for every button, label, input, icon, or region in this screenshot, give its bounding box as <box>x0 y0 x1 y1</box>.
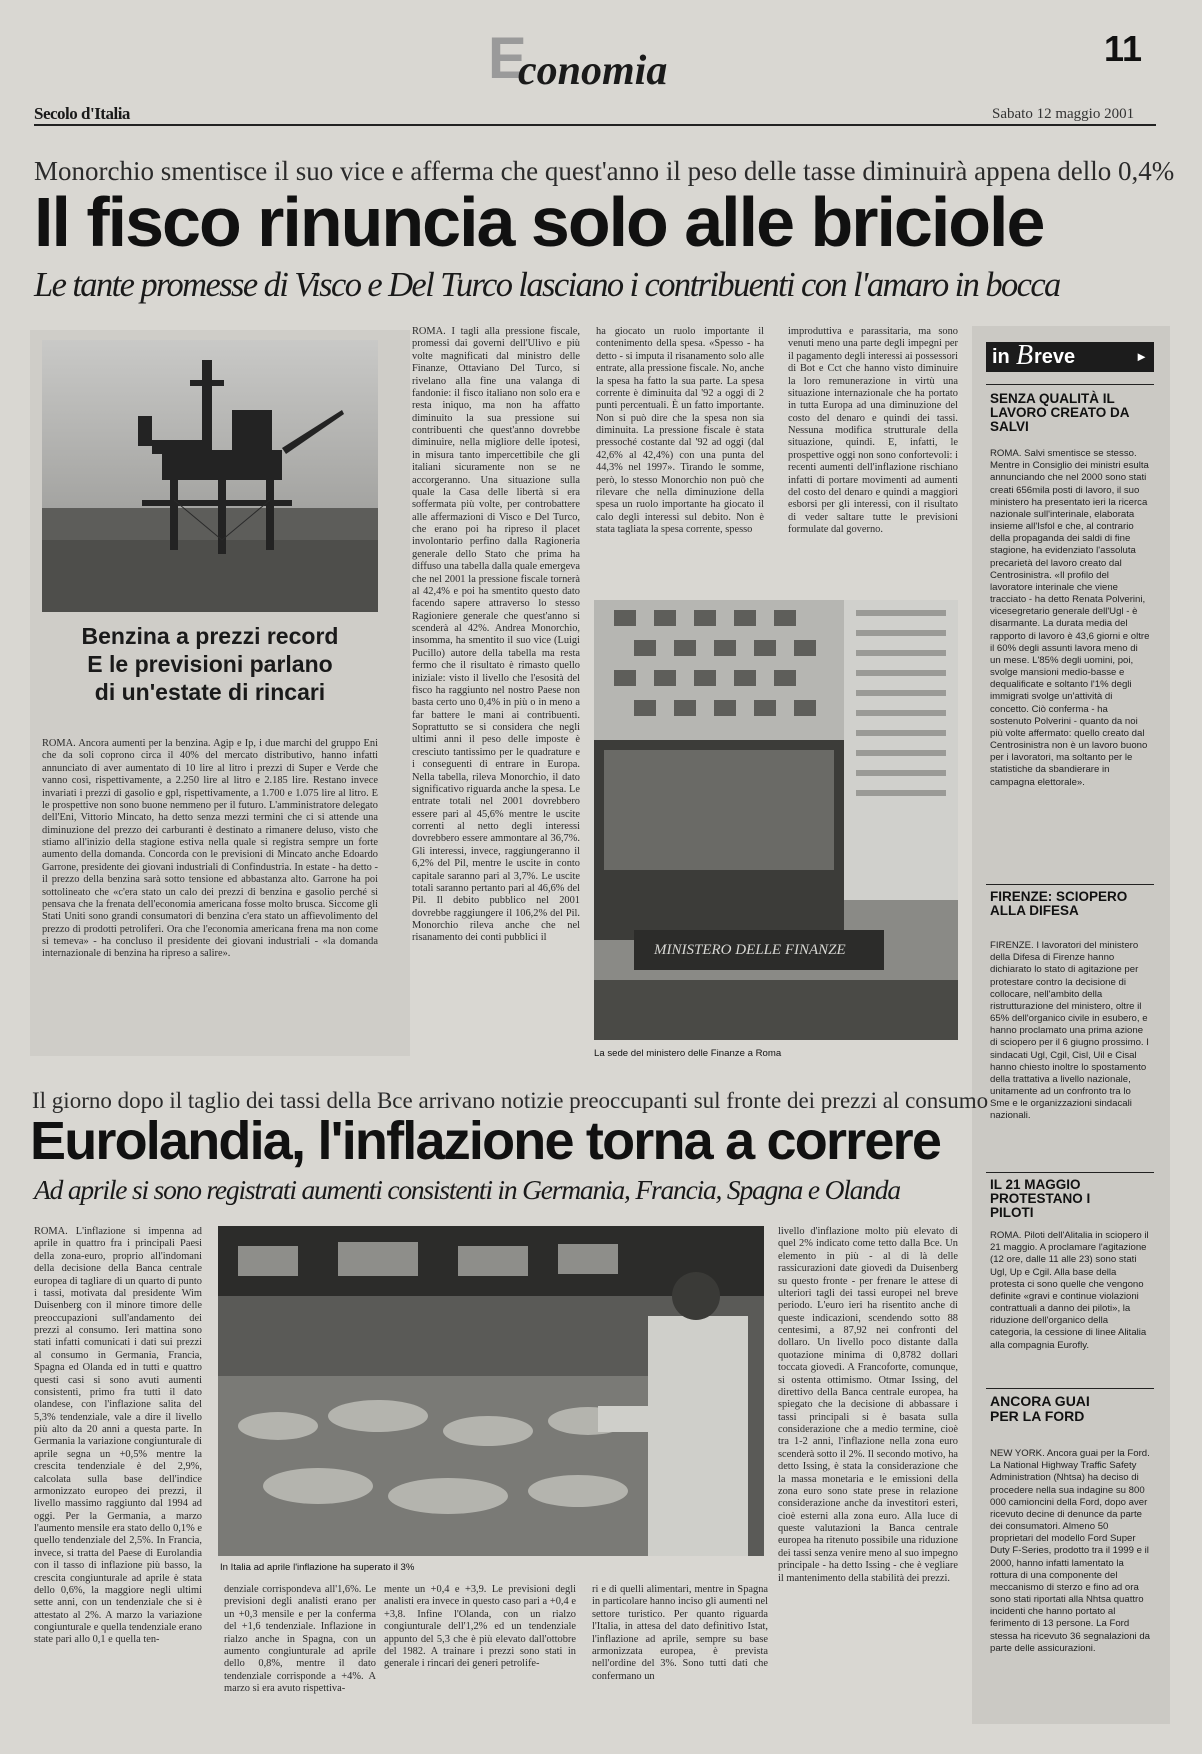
market-stall-image <box>218 1226 764 1556</box>
brief-body-firenze: FIRENZE. I lavoratori del ministero della Difesa di Firenze hanno dichiarato lo stato di agitazione per protestare contro la decisione di collocare, nell'ambito della ristrutturazione del ministero, oltre il 65% dell'organico civile in esubero, e hanno proclamato una prima azione di sciopero per il 6 giugno prossimo. I sindacati Ugl, Cgil, Cisl, Uil e Cisal hanno chiesto inoltre lo spostamento della trattativa a livello nazionale, unitamente ad un confronto tra lo Sme e le organizzazioni sindacali nazionali. <box>990 940 1149 1122</box>
benzina-body: ROMA. Ancora aumenti per la benzina. Agip e Ip, i due marchi del gruppo Eni che da soli coprono circa il 40% del mercato distributivo, hanno infatti annunciato di aver aumentato di 10 lire al litro i prezzi di Super e Verde che vanno così, rispettivamente, a 2.250 lire al litro e 2.185 lire. Restano invece invariati i prezzi di gasolio e gpl, rispettivamente, a 1.700 e 1.075 lire al litro. E le prospettive non sono buone nemmeno per il futuro. L'amministratore delegato dell'Eni, Vittorio Mincato, ha detto senza mezzi termini che ci si attende una diminuzione del prezzo dei carburanti è destinato a rimanere deluso, visto che stiamo all'inizio della stagione estiva nella quale si registra sempre un forte aumento della domanda. Concorda con le previsioni di Mincato anche Edoardo Garrone, presidente dei giovani industriali di Confindustria. In estate - ha detto - il prezzo della benzina sarà sotto tensione ed abbastanza alto. Garrone ha poi sottolineato che «c'era stato un calo dei prezzi di benzina e gasolio perché si pensava che la frenata dell'economia americana fosse molto brusca. Siccome gli Stati Uniti sono grandi consumatori di benzina c'era stato un affievolimento del prezzo di prodotti petroliferi. Ora che l'economia americana frena ma non come si temeva» - ha concluso il presidente dei giovani industriali - «la domanda internazionale di benzina ha ripreso a salire». <box>42 738 378 960</box>
market-photo <box>218 1226 764 1556</box>
issue-date: Sabato 12 maggio 2001 <box>992 106 1135 122</box>
article1-col1: ROMA. I tagli alla pressione fiscale, promessi dai governi dell'Ulivo e più volte magnificati dal ministro delle Finanze, Ottaviano Del Turco, si rivelano alla fine una valanga di fandonie: il fisco italiano non solo era e resta iniquo, ma non ha affatto diminuito la sua pressione sui contribuenti che quest'anno dovrebbe diminuire, nella migliore delle ipotesi, in misura tanto impercettibile che gli italiani sicuramente non se ne accorgeranno. Una situazione sulla quale la Casa delle libertà si era soffermata più volte, per controbattere alle affermazioni di Visco e Del Turco, che erano poi ha ripreso il placet involontario perfino dalla Ragioneria generale dello Stato che prima ha diffuso una tabella dalla quale emergeva che nel 2001 la pressione fiscale tornerà al 42,4% e poi ha smentito questo dato facendo sapere attraverso lo stesso Ragioniere generale che quest'anno si scenderà al 42%. Andrea Monorchio, insomma, ha smentito il suo vice (Luigi Pucillo) autore della tabella ma resta fermo che il risultato è rimasto quello iniziale: visto il livello che l'esosità del fisco ha raggiunto nel nostro Paese non basta certo uno 0,4% in più o in meno a far battere le mani ai contribuenti. Soprattutto se si considera che negli ultimi anni il peso delle imposte è cresciuto tantissimo per le quadrature e i conseguenti di entrare in Europa. Nella tabella, rileva Monorchio, il dato significativo riguarda anche la spesa. Le entrate totali nel 2001 dovrebbero essere pari al 45,6% mentre le uscite correnti al netto degli interessi dovrebbero essere ammontare al 36,7%. Gli interessi, invece, raggiungeranno il 6,2% del Pil, mentre le uscite in conto capitale saranno pari al 3,7%. Le uscite totali saranno pertanto pari al 46,6% del Pil. Il debito pubblico nel 2001 dovrebbe raggiungere il 106,2% del Pil. Monorchio rileva anche che nel risanamento dei conti pubblici il <box>412 326 580 944</box>
brief-title-ford: ANCORA GUAI PER LA FORD <box>990 1393 1090 1424</box>
in-breve-logo-rest: reve <box>1034 346 1076 368</box>
article2-col2: denziale corrispondeva all'1,6%. Le previsioni degli analisti erano per un +0,3 mensile e per la conferma del +1,6 tendenziale. Inflazione in rialzo anche in Spagna, con un aumento congiunturale ad aprile dello 0,8%, mentre il dato tendenziale corrisponde a +4%. A marzo si era avuto rispettiva- <box>224 1584 376 1694</box>
in-breve-logo <box>986 342 1154 372</box>
article1-col2: ha giocato un ruolo importante il contenimento della spesa. «Spesso - ha detto - si imputa il risanamento solo alle entrate, alla pressione fiscale. No, anche la spesa ha fatto la sua parte. La spesa corrente è diminuita dal '92 a oggi di 2 punti percentuali. È un fatto importante. Non si può dire che la spesa non sia diminuita. La pressione fiscale è stata pressoché costante dal '92 ad oggi (dal 42,6% al 42,4%) con una punta del 44,3% nel 1997». Tirando le somme, però, lo stesso Monorchio non può che rilevare che nella diminuzione della spesa un ruolo importante ha giocato il calo degli interessi sul debito. Non è stata tagliata la spesa corrente, spesso <box>596 326 764 535</box>
oil-platform-photo <box>42 340 378 612</box>
masthead-rule <box>34 124 1156 126</box>
article2-col1: ROMA. L'inflazione si impenna ad aprile in quattro fra i principali Paesi della zona-euro, proprio all'indomani della decisione della Banca centrale europea di tagliare di un quarto di punto i tassi, motivata dal presidente Wim Duisenberg con il minore timore delle preoccupazioni sull'andamento dei prezzi al consumo. Ieri mattina sono stati infatti comunicati i dati sui prezzi al consumo in Germania, Francia, Spagna ed Olanda ed in tutti e quattro questi casi si sono avuti aumenti consistenti, primo fra tutti il dato olandese, con l'inflazione salita del 5,3% tendenziale, vale a dire il livello più alto da 20 anni a questa parte. In Germania la variazione congiunturale di aprile segna un +0,5% mentre la crescita tendenziale è del 2,9%, calcolata sulla base dell'indice armonizzato europeo dei prezzi, il livello massimo raggiunto dal 1994 ad oggi. Per la Germania, a marzo l'aumento mensile era stato dello 0,1% e quello tendenziale del 2,5%. In Francia, invece, si tratta del Paese di Eurolandia con il tasso di inflazione più basso, la crescita congiunturale ad aprile è stata dello 0,6%, la maggiore negli ultimi sette anni, con un tendenziale che si è attestato al 2%. A marzo la variazione congiunturale e quella tendenziale erano state pari allo 0,1 e quella ten- <box>34 1226 202 1646</box>
brief-rule-1 <box>986 384 1154 385</box>
brief-body-salvi: ROMA. Salvi smentisce se stesso. Mentre in Consiglio dei ministri esulta annunciando che nel 2000 sono stati creati 656mila posti di lavoro, il suo ministero ha presentato ieri la ricerca nazionale sull'interinale, elaborata insieme all'Isfol e che, al contrario della propaganda dei saldi di fine stagione, ha evidenziato l'assoluta precarietà del lavoro creato dal Centrosinistra. «Il profilo del lavoratore interinale che viene tracciato - ha detto Renata Polverini, vicesegretario generale dell'Ugl - è disarmante. La durata media del rapporto di lavoro è 43,6 giorni e oltre il 60% degli assunti lavora meno di un mese. L'85% degli uomini, poi, svolge mansioni medio-basse e dequalificate e soltanto l'1% degli immigrati svolge un'attività di concetto. Ciò conferma - ha sostenuto Polverini - quanto da noi più volte affermato: quello creato dal Centrosinistra non è un lavoro buono per i lavoratori, ma soltanto per le statistiche da sbandierare in campagna elettorale». <box>990 448 1150 788</box>
brief-body-ford: NEW YORK. Ancora guai per la Ford. La National Highway Traffic Safety Administration (Nhtsa) ha deciso di procedere nella sua indagine su 800 000 camioncini della Ford, dopo aver ricevuto decine di denunce da parte dei consumatori. Almeno 50 proprietari del modello Ford Super Duty F-Series, prodotto tra il 1999 e il 2000, hanno infatti lamentato la rottura di una componente del meccanismo di sterzo e fino ad ora sono stati riportati alla Nhtsa quattro incidenti che hanno portato al ferimento di 13 persone. La Ford stessa ha ricevuto 36 segnalazioni da parte delle assicurazioni. <box>990 1448 1150 1654</box>
article2-col5: livello d'inflazione molto più elevato di quel 2% indicato come tetto dalla Bce. Un elemento in più - al di là delle rassicurazioni date giovedì da Duisenberg su questo fronte - per frenare le attese di ulteriori tagli dei tassi europei nel breve periodo. L'euro ieri ha risentito anche di queste indicazioni, scendendo sotto 88 centesimi, a 87,92 nei confronti del dollaro. Un livello poco distante dalla quotazione minima di 0,8782 dollari toccata giovedì. A Francoforte, comunque, si ostenta ottimismo. Otmar Issing, del direttivo della Banca centrale europea, ha spiegato che la decisione di abbassare i tassi principali si è basata sulla considerazione che a medio termine, cioè tra 1-2 anni, l'inflazione nella zona euro scenderà sotto il 2%. Il secondo motivo, ha detto Issing, è stata la considerazione che la massa monetaria e le emissioni della zona euro sono state prese in relazione considerazione anche da investitori esteri, cioè esterni alla zona euro. Alla luce di queste valutazioni la Banca centrale europea ha ritenuto possibile una riduzione dei tassi senza venire meno al suo impegno principale - ha detto Issing - che è vegliare il mantenimento della stabilità dei prezzi. <box>778 1226 958 1584</box>
article1-deck: Le tante promesse di Visco e Del Turco lasciano i contribuenti con l'amaro in bocca <box>34 266 1060 304</box>
section-title: conomia <box>518 48 668 94</box>
article1-headline: Il fisco rinuncia solo alle briciole <box>34 183 1044 261</box>
brief-rule-4 <box>986 1388 1154 1389</box>
benzina-headline-line1: Benzina a prezzi record <box>81 623 339 649</box>
benzina-headline-line2: E le previsioni parlano <box>87 651 333 678</box>
paper-name: Secolo d'Italia <box>34 104 130 123</box>
benzina-headline <box>42 622 378 706</box>
brief-title-piloti: IL 21 MAGGIO PROTESTANO I PILOTI <box>990 1177 1091 1221</box>
section-initial: E <box>488 26 527 91</box>
article2-headline: Eurolandia, l'inflazione torna a correre <box>30 1111 941 1171</box>
in-breve-logo-in: in <box>992 346 1010 368</box>
page-number: 11 <box>1104 28 1143 69</box>
brief-title-salvi: SENZA QUALITÀ IL LAVORO CREATO DA SALVI <box>990 391 1130 435</box>
article1-kicker: Monorchio smentisce il suo vice e afferma che quest'anno il peso delle tasse diminuirà appena dello 0,4% <box>34 156 1175 186</box>
section-header <box>488 28 708 98</box>
article2-col3: mente un +0,4 e +3,9. Le previsioni degli analisti era invece in questo caso pari a +0,4 e +3,8. Infine l'Olanda, con un rialzo congiunturale dell'1,2% ed un tendenziale appunto del 5,3 che è più elevato dall'ottobre del 1982. A trainare i prezzi sono stati in generale i rincari dei generi petrolife- <box>384 1584 576 1670</box>
ministry-photo-caption: La sede del ministero delle Finanze a Roma <box>594 1048 782 1059</box>
market-photo-caption: In Italia ad aprile l'inflazione ha superato il 3% <box>220 1562 415 1573</box>
article1-col3: improduttiva e parassitaria, ma sono venuti meno una parte degli impegni per il pagamento degli interessi ai possessori di Bot e Cct che hanno visto diminuire la loro remunerazione in virtù una situazione internazionale che ha portato in tutta Europa ad una diminuzione del costo del denaro e quindi dei tassi. Nessuna modifica strutturale della situazione, quindi. E, infatti, le prospettive oggi non sono confortevoli: i recenti aumenti dell'inflazione rischiano infatti di portare movimenti ad aumenti del costo del denaro e quindi a maggiori esborsi per gli interessi, con il risultato di veder saltare tutte le previsioni formulate dal governo. <box>788 326 958 535</box>
brief-rule-3 <box>986 1172 1154 1173</box>
article2-col4: ri e di quelli alimentari, mentre in Spagna in particolare hanno inciso gli aumenti nel settore turistico. Per quanto riguarda l'Italia, in attesa del dato definitivo Istat, l'inflazione ad aprile, sempre su base armonizzata europea, è prevista nell'ordine del 3%. Sono tutti dati che confermano un <box>592 1584 768 1682</box>
article2-kicker: Il giorno dopo il taglio dei tassi della Bce arrivano notizie preoccupanti sul fronte dei prezzi al consumo <box>32 1088 989 1113</box>
brief-body-piloti: ROMA. Piloti dell'Alitalia in sciopero il 21 maggio. A proclamare l'agitazione (12 ore, dalle 11 alle 23) sono stati Ugl, Up e Cgil. Alla base della protesta ci sono quelle che vengono definite «gravi e continue violazioni contrattuali a danno dei piloti», la riduzione dell'organico della categoria, la cessione di linee Alitalia alla compagnia Eurofly. <box>990 1230 1149 1351</box>
brief-title-firenze: FIRENZE: SCIOPERO ALLA DIFESA <box>990 889 1128 919</box>
oil-platform-image <box>42 340 378 612</box>
brief-rule-2 <box>986 884 1154 885</box>
benzina-headline-line3: di un'estate di rincari <box>94 679 326 706</box>
ministry-building-image <box>594 600 958 1040</box>
ministry-sign: MINISTERO DELLE FINANZE <box>654 942 846 958</box>
in-breve-logo-b: B <box>1016 340 1034 371</box>
article2-deck: Ad aprile si sono registrati aumenti consistenti in Germania, Francia, Spagna e Olanda <box>34 1174 900 1205</box>
ministry-photo <box>594 600 958 1040</box>
arrow-icon: ► <box>1135 349 1148 364</box>
